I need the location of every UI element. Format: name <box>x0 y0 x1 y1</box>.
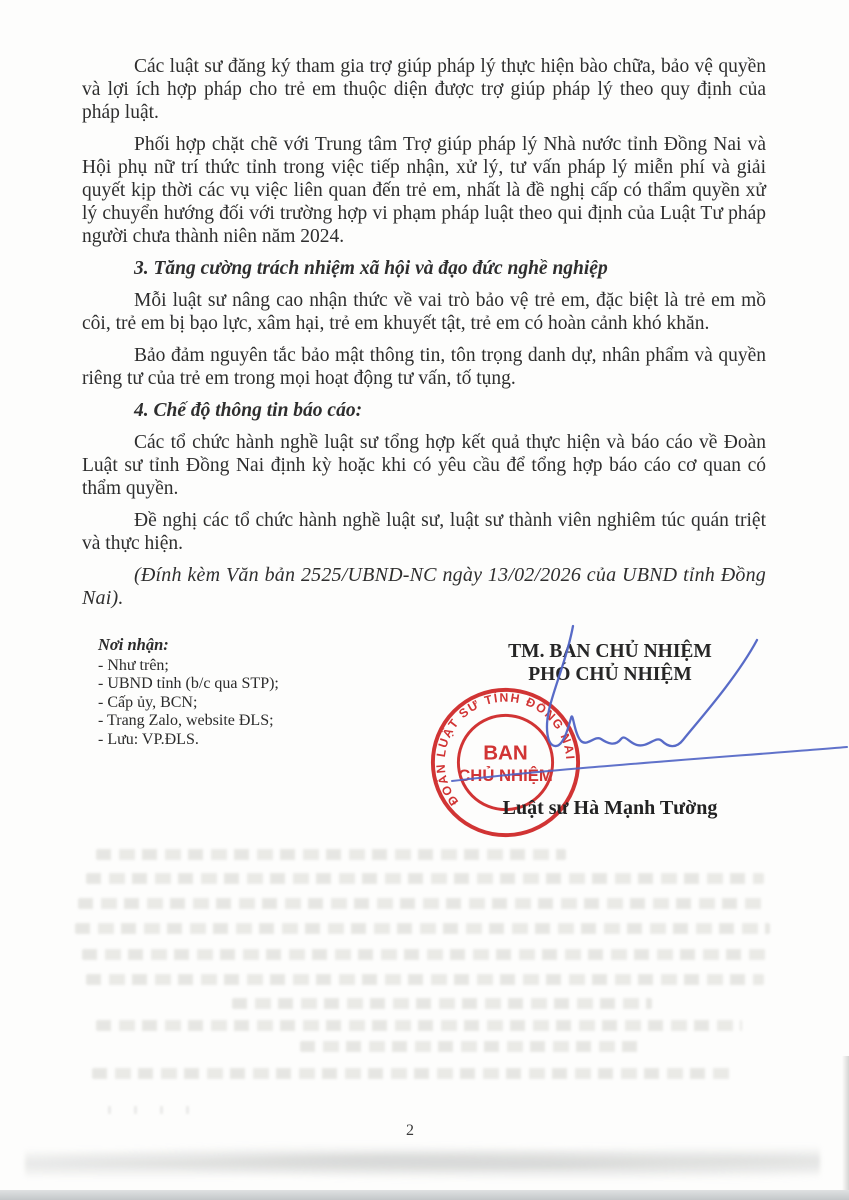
bleed-through-line <box>86 974 764 985</box>
section-heading-3: 3. Tăng cường trách nhiệm xã hội và đạo đức nghề nghiệp <box>134 258 608 279</box>
recipient-item: - Cấp ủy, BCN; <box>98 693 198 711</box>
scan-edge-bottom <box>0 1190 849 1200</box>
signature-stroke-underline <box>452 747 847 781</box>
bleed-through-line <box>96 1020 742 1031</box>
stamp-ring-text: ĐOÀN LUẬT SƯ TỈNH ĐỒNG NAI <box>433 690 578 809</box>
recipient-item: - Trang Zalo, website ĐLS; <box>98 712 274 729</box>
paragraph-legal-aid: Các luật sư đăng ký tham gia trợ giúp pháp lý thực hiện bào chữa, bảo vệ quyền và lợi ích hợp pháp cho trẻ em thuộc diện được trợ giúp pháp lý theo quy định của pháp luật. <box>82 56 766 123</box>
paragraph-reporting: Các tổ chức hành nghề luật sư tổng hợp kết quả thực hiện và báo cáo về Đoàn Luật sư tỉnh Đồng Nai định kỳ hoặc khi có yêu cầu để tổng hợp báo cáo cơ quan có thẩm quyền. <box>82 432 766 499</box>
recipients-block <box>98 636 279 749</box>
stamp-center-line2: CHỦ NHIỆM <box>458 766 553 786</box>
bleed-through-line <box>75 923 770 934</box>
recipient-item: - UBND tỉnh (b/c qua STP); <box>98 675 279 692</box>
signer-name: Luật sư Hà Mạnh Tường <box>502 797 718 819</box>
bleed-through-line <box>300 1041 640 1052</box>
page-number: 2 <box>406 1122 414 1139</box>
paragraph-coordination: Phối hợp chặt chẽ với Trung tâm Trợ giúp pháp lý Nhà nước tỉnh Đồng Nai và Hội phụ nữ trí thức tỉnh trong việc tiếp nhận, xử lý, tư vấn pháp lý miễn phí và giải quyết kịp thời các vụ việc liên quan đến trẻ em, nhất là đề nghị cấp có thẩm quyền xử lý chuyển hướng đối với trường hợp vi phạm pháp luật theo qui định của Luật Tư pháp người chưa thành niên năm 2024. <box>82 134 766 247</box>
signature-stroke-main <box>547 626 757 746</box>
attachment-note: (Đính kèm Văn bản 2525/UBND-NC ngày 13/02/2026 của UBND tỉnh Đồng Nai). <box>82 564 766 609</box>
recipients-label: Nơi nhận: <box>98 635 169 654</box>
bleed-through-line <box>96 849 566 860</box>
scan-speckles <box>108 1106 198 1114</box>
scan-edge-right <box>842 1056 849 1200</box>
bleed-through-line <box>78 898 768 909</box>
bleed-through-line <box>92 1068 732 1079</box>
stamp-center-line1: BAN <box>483 741 528 765</box>
bleed-through-line <box>82 949 766 960</box>
section-heading-4: 4. Chế độ thông tin báo cáo: <box>134 400 363 421</box>
bleed-through-line <box>232 998 652 1009</box>
document-body <box>82 55 766 619</box>
paragraph-request: Đề nghị các tổ chức hành nghề luật sư, luật sư thành viên nghiêm túc quán triệt và thực hiện. <box>82 510 766 554</box>
bleed-through-line <box>86 873 764 884</box>
recipient-item: - Như trên; <box>98 656 169 674</box>
scan-shadow-band <box>25 1144 820 1180</box>
signature-org-line: TM. BAN CHỦ NHIỆM <box>508 641 712 662</box>
signature-role-line: PHÓ CHỦ NHIỆM <box>528 664 692 685</box>
paragraph-awareness: Mỗi luật sư nâng cao nhận thức về vai trò bảo vệ trẻ em, đặc biệt là trẻ em mồ côi, trẻ em bị bạo lực, xâm hại, trẻ em khuyết tật, trẻ em có hoàn cảnh khó khăn. <box>82 290 766 334</box>
recipient-item: - Lưu: VP.ĐLS. <box>98 730 199 748</box>
paragraph-confidentiality: Bảo đảm nguyên tắc bảo mật thông tin, tôn trọng danh dự, nhân phẩm và quyền riêng tư của trẻ em trong mọi hoạt động tư vấn, tố tụng. <box>82 345 766 389</box>
